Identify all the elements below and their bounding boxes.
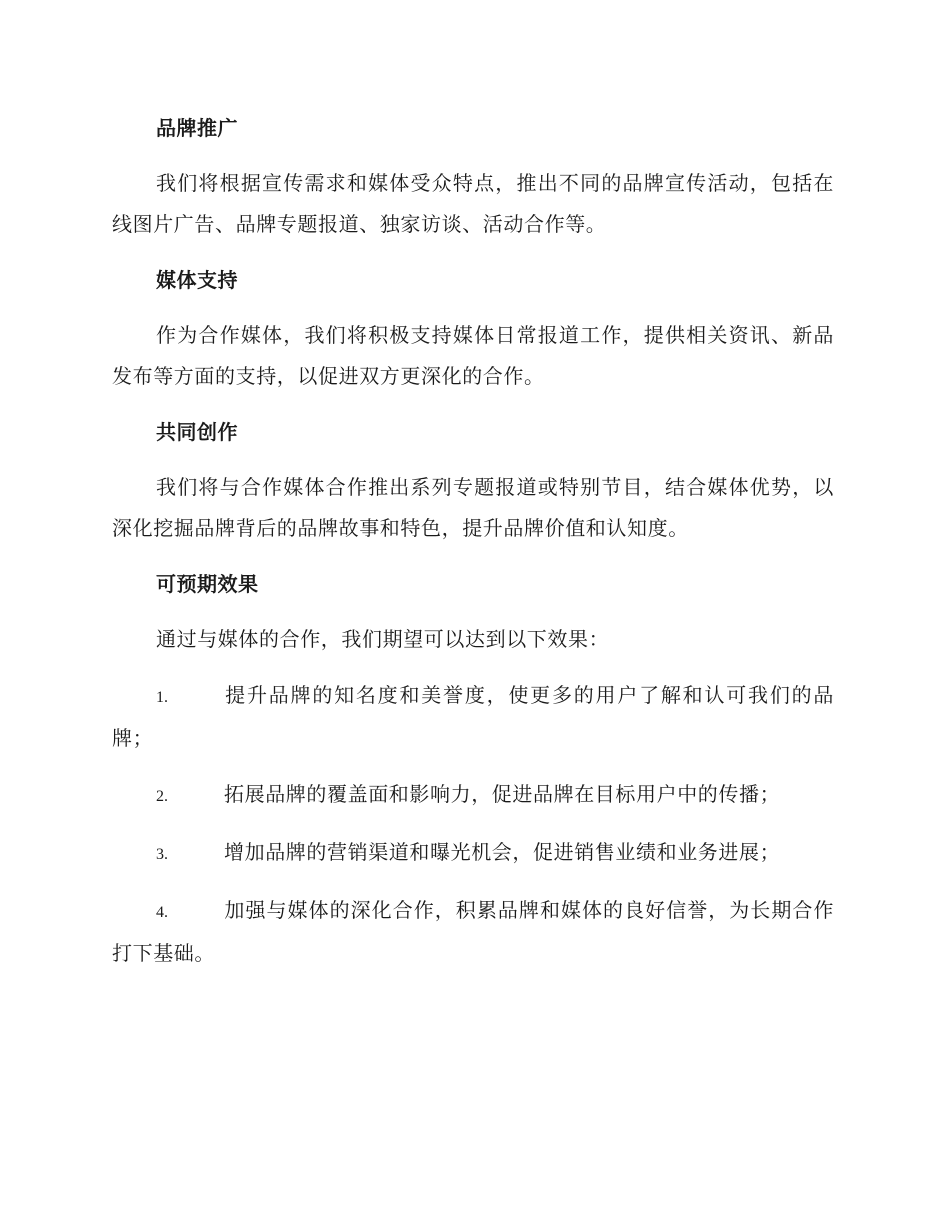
- list-item: [112, 890, 834, 974]
- section-paragraph-expected-effects: 通过与媒体的合作，我们期望可以达到以下效果：: [156, 627, 610, 651]
- section-heading-brand-promotion: 品牌推广: [156, 116, 238, 140]
- list-item-text: 拓展品牌的覆盖面和影响力，促进品牌在目标用户中的传播；: [224, 782, 781, 806]
- list-item-text: 增加品牌的营销渠道和曝光机会，促进销售业绩和业务进展；: [224, 840, 781, 864]
- document-page: [112, 108, 834, 989]
- list-item-text: 加强与媒体的深化合作，积累品牌和媒体的良好信誉，为长期合作打下基础。: [112, 898, 834, 965]
- section-paragraph-co-creation: 我们将与合作媒体合作推出系列专题报道或特别节目，结合媒体优势，以深化挖掘品牌背后的品牌故事和特色，提升品牌价值和认知度。: [112, 475, 834, 540]
- list-number: 3.: [156, 846, 168, 863]
- list-item-text: 提升品牌的知名度和美誉度，使更多的用户了解和认可我们的品牌；: [112, 683, 834, 750]
- list-item: [112, 774, 834, 817]
- section-paragraph-media-support: 作为合作媒体，我们将积极支持媒体日常报道工作，提供相关资讯、新品发布等方面的支持，以促进双方更深化的合作。: [112, 323, 834, 388]
- list-item: [112, 675, 834, 759]
- list-number: 1.: [156, 689, 168, 706]
- section-heading-co-creation: 共同创作: [156, 420, 238, 444]
- list-number: 2.: [156, 788, 168, 805]
- section-heading-expected-effects: 可预期效果: [156, 572, 259, 596]
- section-heading-media-support: 媒体支持: [156, 268, 238, 292]
- list-number: 4.: [156, 904, 168, 921]
- section-paragraph-brand-promotion: 我们将根据宣传需求和媒体受众特点，推出不同的品牌宣传活动，包括在线图片广告、品牌专题报道、独家访谈、活动合作等。: [112, 171, 834, 236]
- list-item: [112, 832, 834, 875]
